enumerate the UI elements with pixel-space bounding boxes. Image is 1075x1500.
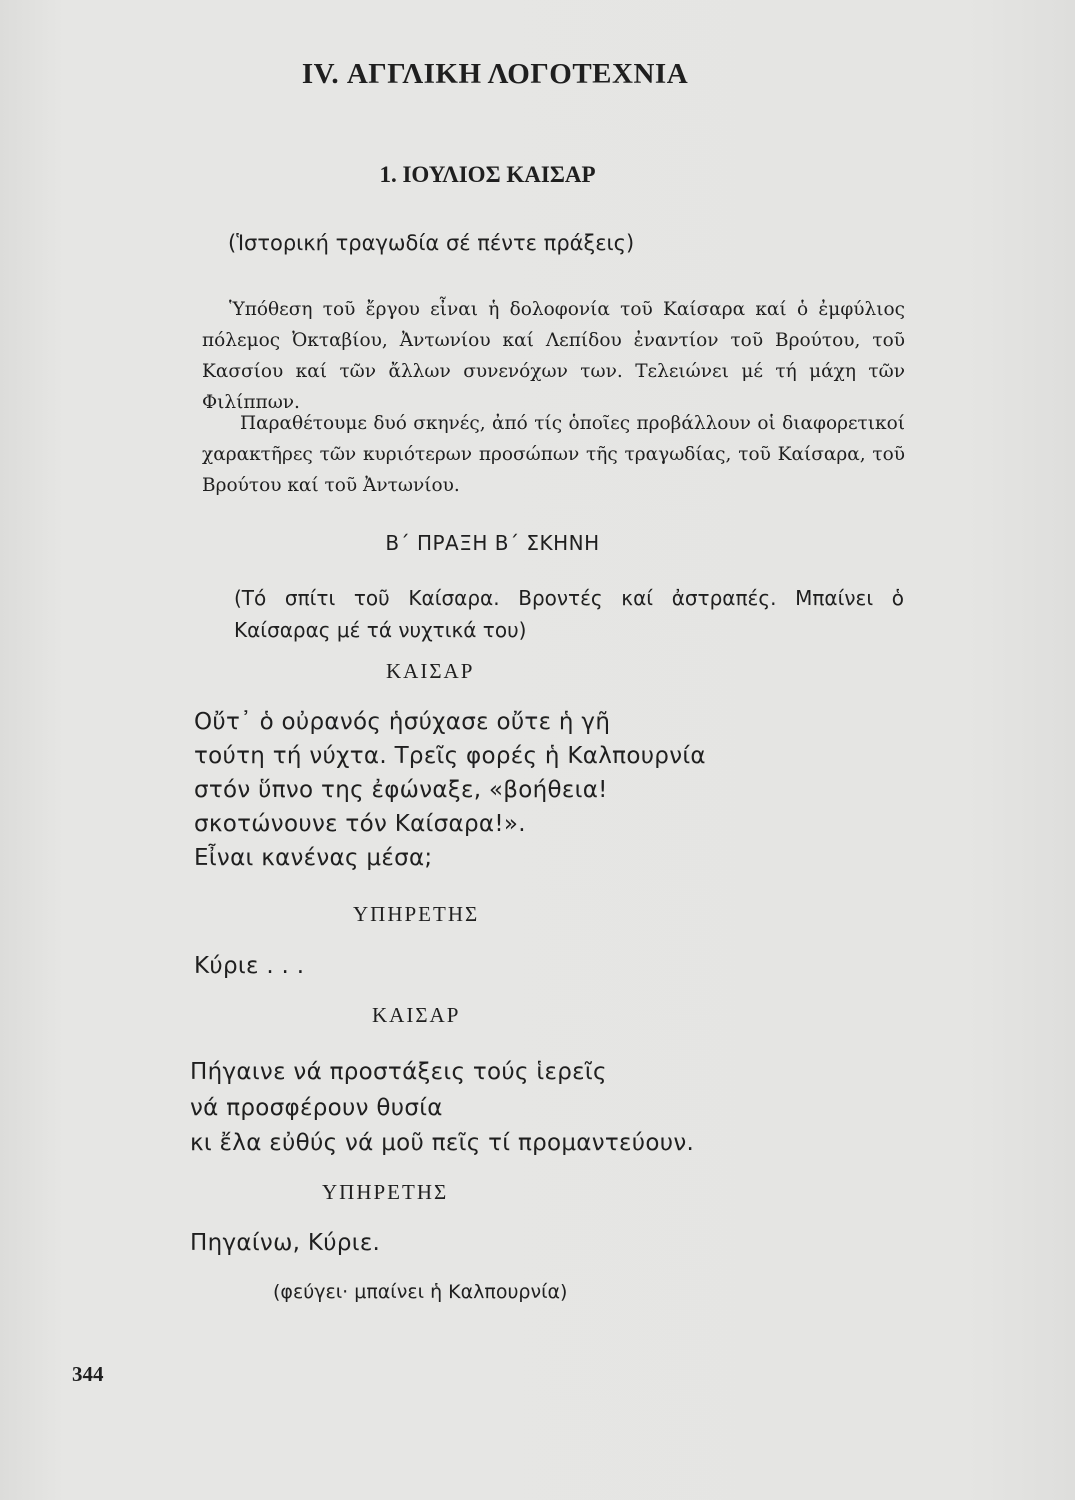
verse-line: στόν ὕπνο της ἐφώναξε, «βοήθεια!: [194, 777, 608, 803]
verse-line: Οὔτ᾽ ὁ οὐρανός ἡσύχασε οὔτε ἡ γῆ: [194, 709, 611, 735]
verse-line: νά προσφέρουν θυσία: [190, 1095, 443, 1121]
stage-direction: (Τό σπίτι τοῦ Καίσαρα. Βροντές καί ἀστραπές. Μπαίνει ὁ Καίσαρας μέ τά νυχτικά του): [234, 586, 904, 642]
verse-line: Πηγαίνω, Κύριε.: [190, 1230, 381, 1256]
speaker-name: ΚΑΙΣΑΡ: [372, 1003, 461, 1027]
chapter-title: IV. ΑΓΓΛΙΚΗ ΛΟΓΟΤΕΧΝΙΑ: [301, 58, 689, 90]
verse-line: τούτη τή νύχτα. Τρεῖς φορές ἡ Καλπουρνία: [194, 743, 706, 769]
verse-line: κι ἔλα εὐθύς νά μοῦ πεῖς τί προμαντεύουν.: [190, 1130, 695, 1156]
scene-heading: Β΄ ΠΡΑΞΗ Β΄ ΣΚΗΝΗ: [385, 531, 600, 555]
speaker-name: ΥΠΗΡΕΤΗΣ: [322, 1180, 449, 1204]
intro-paragraph: Ὑπόθεση τοῦ ἔργου εἶναι ἡ δολοφονία τοῦ Καίσαρα καί ὁ ἐμφύλιος πόλεμος Ὀκταβίου, Ἀντωνίου καί Λεπίδου ἐναντίον τοῦ Βρούτου, τοῦ Κασσίου καί τῶν ἄλλων συνενόχων των. Τελειώνει μέ τή μάχη τῶν Φιλίππων.: [202, 299, 905, 413]
speaker-name: ΚΑΙΣΑΡ: [386, 659, 475, 683]
page-number: 344: [72, 1362, 104, 1386]
verse-line: σκοτώνουνε τόν Καίσαρα!».: [194, 811, 526, 837]
verse-line: Εἶναι κανένας μέσα;: [194, 845, 433, 871]
exit-direction: (φεύγει· μπαίνει ἡ Καλπουρνία): [273, 1281, 568, 1303]
verse-line: Πήγαινε νά προστάξεις τούς ἱερεῖς: [190, 1059, 607, 1085]
verse-line: Κύριε . . .: [194, 953, 305, 979]
intro-paragraph: Παραθέτουμε δυό σκηνές, ἀπό τίς ὁποῖες προβάλλουν οἱ διαφορετικοί χαρακτῆρες τῶν κυριότερων προσώπων τῆς τραγωδίας, τοῦ Καίσαρα, τοῦ Βρούτου καί τοῦ Ἀντωνίου.: [202, 413, 905, 496]
genre-subtitle: (Ἱστορική τραγωδία σέ πέντε πράξεις): [228, 231, 635, 255]
speaker-name: ΥΠΗΡΕΤΗΣ: [353, 902, 480, 926]
work-title: 1. ΙΟΥΛΙΟΣ ΚΑΙΣΑΡ: [379, 162, 596, 187]
